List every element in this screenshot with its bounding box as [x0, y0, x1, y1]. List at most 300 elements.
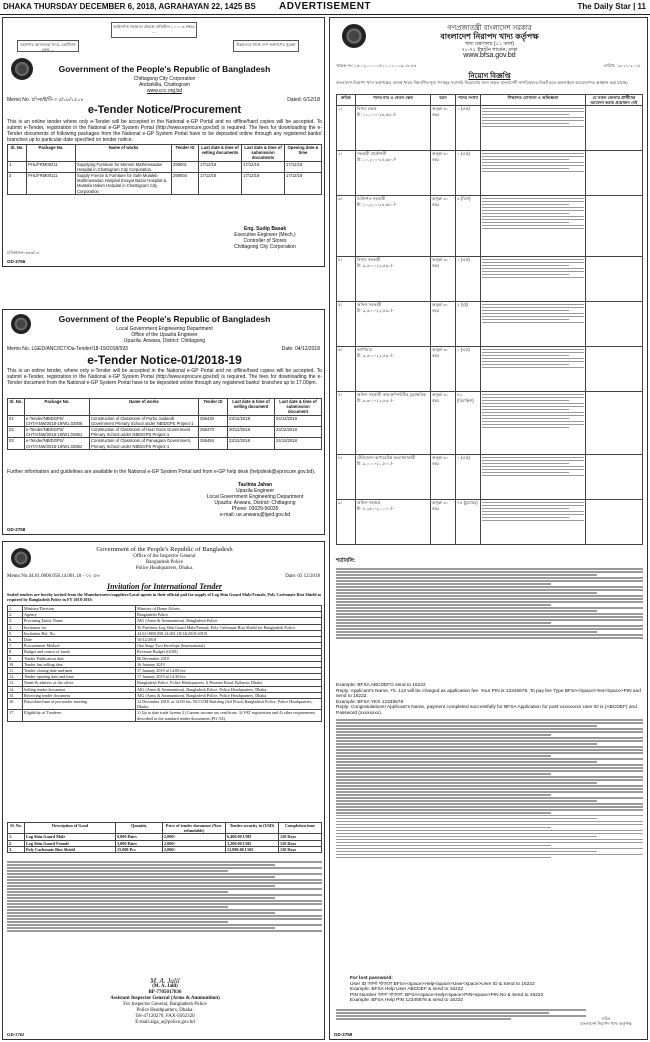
- cell: অনূর্ধ্ব ৩০ বছর: [431, 257, 456, 302]
- cell: 255430: [199, 415, 228, 426]
- table-row: [337, 196, 643, 257]
- cell: Tender opening date and time: [23, 674, 136, 680]
- post-scale: টা: ৯,৩০০-২২,৪৯০/-: [357, 307, 394, 313]
- cell: e-Tender/NBIDGPS/ CHT/ANW/2018-19/W1.02862: [25, 438, 90, 449]
- table-header: [337, 95, 643, 106]
- ad1-subtitle: Chittagong City Corporation: [133, 76, 196, 82]
- ad2-line3: Upazila: Anwara, District: Chittagong: [123, 338, 206, 344]
- ad4-header4: ৭১-৭২ ইস্কাটন গার্ডেন, ঢাকা: [461, 47, 518, 53]
- cell: [356, 455, 431, 500]
- cell: 2: [8, 173, 27, 195]
- cell: Bangladesh Police: [136, 612, 322, 618]
- qualification-text: [482, 349, 584, 369]
- cell: 120 Days: [279, 834, 322, 840]
- cell: Invitation Ref. No.: [23, 630, 136, 636]
- cell: 5.: [8, 630, 23, 636]
- cell: [481, 455, 586, 500]
- cell: 6,400.00 USD: [226, 834, 279, 840]
- table-row: [8, 173, 322, 195]
- cell: 2,000/-: [163, 846, 226, 852]
- cell: [586, 455, 643, 500]
- ad4-memo: স্মারক নং: ১৩.০২.০০০০.৫১১.০১.০০৯.১৮.৪৪: [336, 63, 417, 68]
- cell: 17.: [8, 710, 23, 721]
- cell: 24/12/2018: [275, 415, 322, 426]
- cell: Date: [23, 637, 136, 643]
- cell: PHL/FRM00111: [27, 173, 76, 195]
- ad4-header1: গণপ্রজাতন্ত্রী বাংলাদেশ সরকার: [447, 25, 532, 32]
- cell: Invitation for: [23, 624, 136, 630]
- cell: 02: [8, 427, 25, 438]
- cell: 23/12/2018: [228, 438, 275, 449]
- cell: ১ (এক): [456, 257, 481, 302]
- cell: Procurement Method: [23, 643, 136, 649]
- cell: 06 December 2018: [136, 655, 322, 661]
- post-name: সহকারী প্রকৌশলী: [357, 151, 387, 157]
- cell: অনূর্ধ্ব ৩০ বছর: [431, 151, 456, 196]
- cell: [586, 347, 643, 392]
- table-row: [337, 455, 643, 500]
- sig-title: Controller of Stores: [243, 238, 287, 244]
- qualification-text: [482, 259, 584, 279]
- post-name: ক্যাশিয়ার: [357, 347, 373, 353]
- cell: 2.: [8, 840, 25, 846]
- sig-title: Local Government Engineering Department: [206, 494, 304, 500]
- cell: 17/12/18: [242, 173, 285, 195]
- ad4-header2: বাংলাদেশ নিরাপদ খাদ্য কর্তৃপক্ষ: [440, 32, 539, 41]
- cell: 23/12/2018: [228, 415, 275, 426]
- cell: 2.: [8, 612, 23, 618]
- col-security: Tender security in (USD): [226, 823, 279, 834]
- ad2-notice-title: e-Tender Notice-01/2018-19: [87, 353, 242, 367]
- post-scale: টা: ৯,০০০-২১,৮০০/-: [357, 460, 394, 466]
- cell: 17 January 2019 at 14:30 hrs: [136, 674, 322, 680]
- cell: ৮।: [337, 455, 356, 500]
- ad1-web[interactable]: www.ccc.org.bd: [146, 88, 182, 94]
- table-row: [337, 106, 643, 151]
- cell: [481, 151, 586, 196]
- sms-example: Example: BFSA YES 12345678: [336, 699, 404, 705]
- table-header: [8, 823, 322, 834]
- ad2-title: Government of the People's Republic of Bangladesh: [58, 314, 271, 324]
- cell: ১।: [337, 106, 356, 151]
- cell: অনূর্ধ্ব ৩০ বছর: [431, 500, 456, 545]
- ad3-special-instructions: [7, 860, 322, 933]
- ad1-box-right: উন্নয়নের সাথে দেশ জনগণের সুরক্ষা: [233, 40, 299, 52]
- cell: Place/date/time of pre-tender meeting: [23, 699, 136, 710]
- cell: Poly Carbonate Riot Shield: [25, 846, 116, 852]
- ad4-posts-table: [336, 94, 643, 545]
- ad1-date: Dated: 6/12/18: [287, 97, 320, 103]
- col-works: Name of works: [90, 399, 199, 416]
- cell: 12.: [8, 674, 23, 680]
- cell: অনূর্ধ্ব ৩০ বছর: [431, 392, 456, 455]
- sig-title: Chittagong City Corporation: [234, 244, 296, 250]
- ad4-notice-title: নিয়োগ বিজ্ঞপ্তি: [468, 73, 511, 80]
- cell: 16 January 2019: [136, 661, 322, 667]
- ad2-body: This is an online tender, where only e-Tender will be accepted in the National e-GP Portal and no offline/hard copies will be accepted. To submit e-Tender, registration in the National e-GP System Portal (http://www.eprocure.gov.bd) is required. The fees for downloading the e-Tender document from the National e-GP System Portal have to be deposited online through any registered banks' branches up to 17.00pm.: [7, 368, 322, 386]
- cell: [481, 257, 586, 302]
- post-scale: টা: ৯,৩০০-২২,৪৯০/-: [357, 352, 394, 358]
- col-opening: Opening date & time: [285, 145, 322, 162]
- sig-title: For Inspector General, Bangladesh Police: [123, 1002, 207, 1007]
- sms-congrats: Reply: Congratulations! Applicant's Name, payment completed successfully for BFSA Application for post xxxxxxxxx User ID is (ABCDEF) and Password (xxxxxxxx).: [336, 705, 637, 716]
- cell: Eligibility of Tenderer: [23, 710, 136, 721]
- cell: 2,000/-: [163, 834, 226, 840]
- cell: 24/12/2018: [275, 438, 322, 449]
- cell: [481, 500, 586, 545]
- sig-title: Upazila: Anwara, District: Chittagong: [214, 500, 296, 506]
- col-tender-id: Tender ID: [172, 145, 199, 162]
- cell: Receiving tender document: [23, 692, 136, 698]
- cell: অনূর্ধ্ব ৩০ বছর: [431, 455, 456, 500]
- cell: Supplying Furniture for Memon Mathmesadan Hospital in Chattogram City Corporation.: [76, 161, 172, 172]
- ad1-box-mid: আইনগত সহায়তা প্রকল্পে প্রতিষ্ঠান ১০০০৩ নম্বরে ...: [111, 22, 197, 38]
- cell: 6.: [8, 637, 23, 643]
- ad3-line3: Police Headquarters, Dhaka.: [135, 566, 194, 571]
- cell: One Stage Two Envelope (International): [136, 643, 322, 649]
- sig-title: Executive Engineer (Mech.): [234, 232, 296, 238]
- cell: 01: [8, 415, 25, 426]
- col-tender-id: Tender ID: [199, 399, 228, 416]
- cell: Log Shin Guard Male: [25, 834, 116, 840]
- table-row: [337, 347, 643, 392]
- ad3-line2: Bangladesh Police: [145, 560, 184, 565]
- col-price: Price of tender document (Non-refundable): [163, 823, 226, 834]
- cell: PHL/FRM00211: [27, 161, 76, 172]
- ad4-date: তারিখ: ১৯-১১-২০১৮: [603, 63, 641, 68]
- sig-title: Assistant Inspector General (Arms & Ammunition): [110, 996, 220, 1001]
- cell: ২ (দুই): [456, 302, 481, 347]
- lost-line: Example: BFSA Help PIN 12345678 & send to 16222: [350, 998, 464, 1004]
- post-scale: টা: ১১,০০০-২৬,৫৯০/-: [357, 111, 397, 117]
- col-package: Package No.: [27, 145, 76, 162]
- cell: 44.01.0000.058.14.001.18/14(2018-2019): [136, 630, 322, 636]
- sig-email[interactable]: E-mail:aiga_a@police.gov.bd: [135, 1020, 195, 1025]
- cell: [481, 392, 586, 455]
- cell: 10.: [8, 661, 23, 667]
- cell: Agency: [23, 612, 136, 618]
- cell: 13.: [8, 680, 23, 686]
- cell: Tender last selling date: [23, 661, 136, 667]
- col-post: পদের নাম ও বেতন স্কেল: [356, 95, 431, 106]
- cell: 17 January 2019 at 14:00 hrs: [136, 668, 322, 674]
- post-name: টেলিফোন অপারেটর/ অভ্যর্থনাকারী: [357, 455, 416, 461]
- cell: Bangladesh Police, Police Headquarters, 6 Phoenix Road, Fulbaria, Dhaka.: [136, 680, 322, 686]
- gd-number: GD-2762: [7, 1032, 25, 1037]
- ad3-notice-title: Invitation for International Tender: [106, 582, 223, 591]
- post-name: অফিস সহকারী: [357, 302, 382, 308]
- cell: ৩ (তিন): [456, 196, 481, 257]
- cell: ৬।: [337, 347, 356, 392]
- ad1-bottom-ref: চসিক/জন-৩৩৩/১৮: [7, 250, 40, 255]
- cell: [356, 392, 431, 455]
- gd-number: GD-2758: [7, 527, 26, 532]
- cell: [356, 257, 431, 302]
- table-header: [8, 399, 322, 416]
- cell: ৪২ (বিয়াল্লিশ): [456, 392, 481, 455]
- ad3-date: Date: 05 12/2018: [285, 574, 320, 579]
- ad3-memo: Memo No.44.01.0000.058.14.001.18 - ৩২ ৫৬: [7, 574, 100, 579]
- sig-name: Eng. Sudip Basak: [243, 226, 287, 232]
- col-districts: যে সকল জেলার প্রার্থীদের আবেদন করার প্রয়োজন নেই: [586, 95, 643, 106]
- cell: 17/12/18: [242, 161, 285, 172]
- ad4-conditions-block3: [336, 1008, 586, 1021]
- post-name: হিসাব সহকারী: [357, 257, 381, 263]
- cell: 15,000 Pcs: [116, 846, 163, 852]
- ad1-box-left: মহানগর আদালত/ সদর, ভোটদান কেন্দ্র ...: [17, 40, 79, 52]
- sms-reply: Reply: Applicant's Name, Tk. 112 will be charged as application fee. Your PIN is 12345678. To pay fee Type BFSA<Space>Yes<Space>PIN and send to 16222.: [336, 688, 641, 700]
- ad4-lost-password: [350, 976, 640, 1004]
- cell: [586, 500, 643, 545]
- cell: [481, 302, 586, 347]
- cell: 259001: [172, 161, 199, 172]
- col-count: পদের সংখ্যা: [456, 95, 481, 106]
- cell: 3,200.00 USD: [226, 840, 279, 846]
- cell: 3.: [8, 846, 25, 852]
- table-row: [8, 846, 322, 852]
- cell: [356, 347, 431, 392]
- cell: 14.: [8, 686, 23, 692]
- ad3-goods-table: [7, 822, 322, 853]
- cell: অনূর্ধ্ব ৩০ বছর: [431, 196, 456, 257]
- cell: 17/12/18: [199, 161, 242, 172]
- masthead-section: ADVERTISEMENT: [278, 1, 372, 12]
- ad4-header3: খাদ্য মন্ত্রণালয় (১১ তলা): [464, 41, 515, 47]
- ad1-notice-title: e-Tender Notice/Procurement: [87, 104, 242, 116]
- table-header: [8, 145, 322, 162]
- cell: অনূর্ধ্ব ৩০ বছর: [431, 347, 456, 392]
- col-sl: Sl. No.: [8, 145, 27, 162]
- cell: AIG (Arms & Ammunition), Bangladesh Police, Police Headquarters, Dhaka.: [136, 692, 322, 698]
- col-submission: Last date & time of submission document: [275, 399, 322, 416]
- col-package: Package No.: [25, 399, 90, 416]
- cell: ৭৪ (চুয়াত্তর): [456, 500, 481, 545]
- gd-number: GD-2759: [334, 1032, 353, 1037]
- cell: [481, 196, 586, 257]
- cell: AIG (Arms & Ammunition), Bangladesh Police, Police Headquarters, Dhaka.: [136, 686, 322, 692]
- cell: [356, 106, 431, 151]
- ad-police-tender: [2, 541, 325, 1040]
- ad1-table: [7, 144, 322, 195]
- sig-name: Taslima Jahan: [237, 482, 273, 488]
- ad3-signature: [95, 978, 235, 1026]
- cell: 23/12/2018: [275, 427, 322, 438]
- sig-name: (M. A. Jalil): [152, 984, 178, 989]
- cell: Tender closing date and time: [23, 668, 136, 674]
- cell: ২।: [337, 151, 356, 196]
- cell: 2,000/-: [163, 840, 226, 846]
- cell: [586, 392, 643, 455]
- sig-email[interactable]: e-mail: ue.anwara@lged.gov.bd: [219, 512, 291, 518]
- cell: [586, 106, 643, 151]
- cell: [356, 151, 431, 196]
- table-row: [337, 500, 643, 545]
- cell: [356, 302, 431, 347]
- cell: 15.: [8, 692, 23, 698]
- ad4-conditions-block2: [336, 718, 643, 860]
- cell: ১ (এক): [456, 455, 481, 500]
- ad2-footer: Further information and guidelines are available in the National e-GP System Portal and from e-GP help desk (helpdesk@eprocure.gov.bd).: [7, 469, 316, 475]
- cell: e-Tender/NBIDGPS/ CHT/ANW/2018-19/W1.02861: [25, 427, 90, 438]
- qualification-text: [482, 198, 584, 229]
- cell: e-Tender/NBIDGPS/ CHT/ANW/2018-19/W1.02936: [25, 415, 90, 426]
- ad1-body: This is an online tender where only e-Tender will be accepted in the National e-GP Portal and no offline/hard copies will be accepted. To submit e-Tender, registration in the National e-GP System Portal (http://www.eprocure.gov.bd) is required. The fees for downloading the e-Tender documents of following packages from the National e-GP System Portal have to be deposited online through any registered banks' branches up to particular date specified on tender notice.: [7, 119, 322, 143]
- cell: [356, 196, 431, 257]
- ad1-signature: [209, 226, 321, 250]
- cell: Ministry of Home Affairs: [136, 606, 322, 612]
- post-scale: টা: ৯,৩০০-২২,৪৯০/-: [357, 262, 394, 268]
- cell: অনূর্ধ্ব ৩০ বছর: [431, 106, 456, 151]
- ad4-intro: বাংলাদেশ নিরাপদ খাদ্য কর্তৃপক্ষের রাজস্ব খাতে নিম্নবর্ণিত শূন্য পদসমূহ সরাসরি নিয়োগের জন্য প্রকৃত বাংলাদেশী নাগরিকদের নিকট হতে অনলাইনে আবেদনপত্র আহ্বান করা যাচ্ছে।: [336, 80, 629, 85]
- qualification-text: [482, 457, 584, 477]
- col-description: Description of Good: [25, 823, 116, 834]
- table-row: [8, 427, 322, 438]
- ad4-conditions-block1: [336, 567, 643, 640]
- cell: AIG (Arms & Ammunition), Bangladesh Police.: [136, 618, 322, 624]
- cell: 120 Days: [279, 846, 322, 852]
- sig-phone: Phone: 03029-56035: [231, 506, 279, 512]
- cell: 12 December 2018, at 14:00 hrs. NCCOM Building (3rd Floor) Bangladesh Police, Police Headquarters, Dhaka.: [136, 699, 322, 710]
- cell: ১ (এক): [456, 347, 481, 392]
- cell: 17/12/18: [285, 161, 322, 172]
- cell: 1.: [8, 834, 25, 840]
- ad2-line2: Office of the Upazila Engineer: [131, 332, 198, 338]
- post-name: হিসাব রক্ষক: [357, 106, 377, 112]
- cell: 8.: [8, 649, 23, 655]
- cell: 03: [8, 438, 25, 449]
- post-name: অফিস সহকারী কাম-কম্পিউটার মুদ্রাক্ষরিক: [357, 392, 426, 398]
- masthead-page: The Daily Star | 11: [577, 2, 646, 11]
- ad2-date: Date: 04/12/2018: [281, 346, 320, 352]
- lost-line: Example: BFSA Help User ABCDEF & send to 16222: [350, 987, 464, 993]
- cell: 12,800.00 USD: [226, 846, 279, 852]
- ad-lged-tender: [2, 309, 325, 535]
- ad-bfsa-recruitment: [329, 17, 648, 1040]
- post-scale: টা: ৯,৩০০-২২,৪৯০/-: [357, 397, 394, 403]
- masthead: [0, 0, 650, 15]
- cell: [586, 196, 643, 257]
- ad1-memo: Memo No. চসিক/ই/টি-৩ ৫/১৮/২৫০৮: [7, 97, 84, 103]
- col-selling: Last date & time of selling documents: [199, 145, 242, 162]
- cell: 1) Up to date trade license 2) Current income tax certificate, 3) VAT registration and 4) other requirements described in the standard tender documents (PG-3A).: [136, 710, 322, 721]
- cell: 255470: [199, 427, 228, 438]
- table-row: [8, 710, 322, 721]
- post-scale: টা: ১০,২০০-২৪,৬৮০/-: [357, 156, 397, 162]
- cell: ৭।: [337, 392, 356, 455]
- col-age: বয়স: [431, 95, 456, 106]
- cell: অনূর্ধ্ব ৩০ বছর: [431, 302, 456, 347]
- cell: 1: [8, 161, 27, 172]
- cell: Ministry/Division: [23, 606, 136, 612]
- qualification-text: [482, 304, 584, 324]
- post-scale: টা: ১০,২০০-২৪,৬৮০/-: [357, 201, 397, 207]
- table-row: [8, 699, 322, 710]
- cell: ৩।: [337, 196, 356, 257]
- sig-title: Police Headquarters, Dhaka.: [136, 1008, 194, 1013]
- post-name: অফিস সহায়ক: [357, 500, 381, 506]
- cell: [586, 257, 643, 302]
- cell: 20/12/2018: [228, 427, 275, 438]
- ad2-memo: Memo No. LGED/ANC/ICT/Oa-Tender/18-19/2018/593: [7, 346, 128, 352]
- ad3-title: Government of the People's Republic of Bangladesh: [96, 546, 233, 553]
- ad4-web[interactable]: www.bfsa.gov.bd: [463, 52, 516, 59]
- post-scale: টা: ৮,২৫০-২০,০১০/-: [357, 505, 394, 511]
- sig-handwriting: M. A. Jalil: [150, 977, 180, 985]
- cell: ৪।: [337, 257, 356, 302]
- sms-example: Example: BFSA ABCDEFG send to 16222: [336, 683, 426, 688]
- cell: Tender Publication date: [23, 655, 136, 661]
- post-name: ব্যক্তিগত সহকারী: [357, 196, 386, 202]
- cell: 9.: [8, 655, 23, 661]
- lost-title: For lost password:: [350, 976, 393, 981]
- ad3-info-table: [7, 605, 322, 722]
- cell: 11.: [8, 668, 23, 674]
- cell: 10/12/2018: [136, 637, 322, 643]
- cell: 3,000 Pairs: [116, 840, 163, 846]
- ad-ccc-tender: [2, 17, 325, 267]
- col-works: Name of works: [76, 145, 172, 162]
- ad2-table: [7, 398, 322, 450]
- lost-line: User ID জানা থাকলে BFSA<space>Help<space>User<space>User ID & Send to 16222: [350, 981, 535, 987]
- cell: 1.: [8, 606, 23, 612]
- cell: Budget and source of funds: [23, 649, 136, 655]
- sig-bp: BP-7705017836: [148, 990, 182, 995]
- cell: [481, 347, 586, 392]
- cell: 16.: [8, 699, 23, 710]
- cell: 259004: [172, 173, 199, 195]
- cell: 255484: [199, 438, 228, 449]
- cell: 9,000 Pairs: [116, 834, 163, 840]
- cell: 4.: [8, 624, 23, 630]
- col-quantity: Quantity: [116, 823, 163, 834]
- cell: [586, 302, 643, 347]
- cell: ১ (এক): [456, 151, 481, 196]
- lost-line: PIN Number জানা থাকলে: BFSA<space>Help<space>PIN<space>PIN No & Send to 16222: [350, 992, 544, 998]
- col-sl: Sl. No.: [8, 399, 25, 416]
- cell: Construction of Classroom of Hazi Goon Government Primary School under NBIDGPS Project-1: [90, 427, 199, 438]
- cell: 17/12/18: [285, 173, 322, 195]
- qualification-text: [482, 108, 584, 128]
- cell: Log Shin Guard Female: [25, 840, 116, 846]
- col-submission: Last date & time of submission documents: [242, 145, 285, 162]
- qualification-text: [482, 502, 584, 522]
- cell: ৯।: [337, 500, 356, 545]
- sig-title: বাংলাদেশ নিরাপদ খাদ্য কর্তৃপক্ষ: [580, 1021, 632, 1027]
- col-sl: Sl. No.: [8, 823, 25, 834]
- table-row: [337, 392, 643, 455]
- cell: Supply Freeze & Furniture for Safe Mulaleb Mathmesadan Hospital Enayat Bazar Hospital & Mustafa Hakim Hospital in Chattogram City Corporation: [76, 173, 172, 195]
- cell: 120 Days: [279, 840, 322, 846]
- gd-number: GD-2766: [7, 259, 26, 264]
- qualification-text: [482, 394, 584, 428]
- ad3-intro: Sealed tenders are hereby invited from the Manufacturers/suppliers/Local agents in their official pad for supply of Log Shin Guard Male/Female, Poly Carbonate Riot Shield as required by Bangladesh Police in FY 2018-2019.: [7, 592, 322, 603]
- masthead-dateline: DHAKA THURSDAY DECEMBER 6, 2018, AGRAHAYAN 22, 1425 BS: [3, 2, 256, 11]
- table-row: [337, 257, 643, 302]
- table-row: [8, 438, 322, 449]
- table-row: [8, 161, 322, 172]
- cell: ১ (এক): [456, 106, 481, 151]
- col-completion: Completion time: [279, 823, 322, 834]
- ad3-line1: Office of the Inspector General: [133, 554, 196, 559]
- ad2-line1: Local Government Engineering Department: [116, 326, 213, 332]
- table-row: [8, 415, 322, 426]
- cell: ৫।: [337, 302, 356, 347]
- ad4-conditions-title: শর্তাবলি:: [336, 558, 356, 564]
- sig-title: Upazila Engineer: [235, 488, 275, 494]
- cell: 17/12/18: [199, 173, 242, 195]
- cell: 7.: [8, 643, 23, 649]
- ad1-place: Andarkilla, Chattogram: [139, 82, 190, 88]
